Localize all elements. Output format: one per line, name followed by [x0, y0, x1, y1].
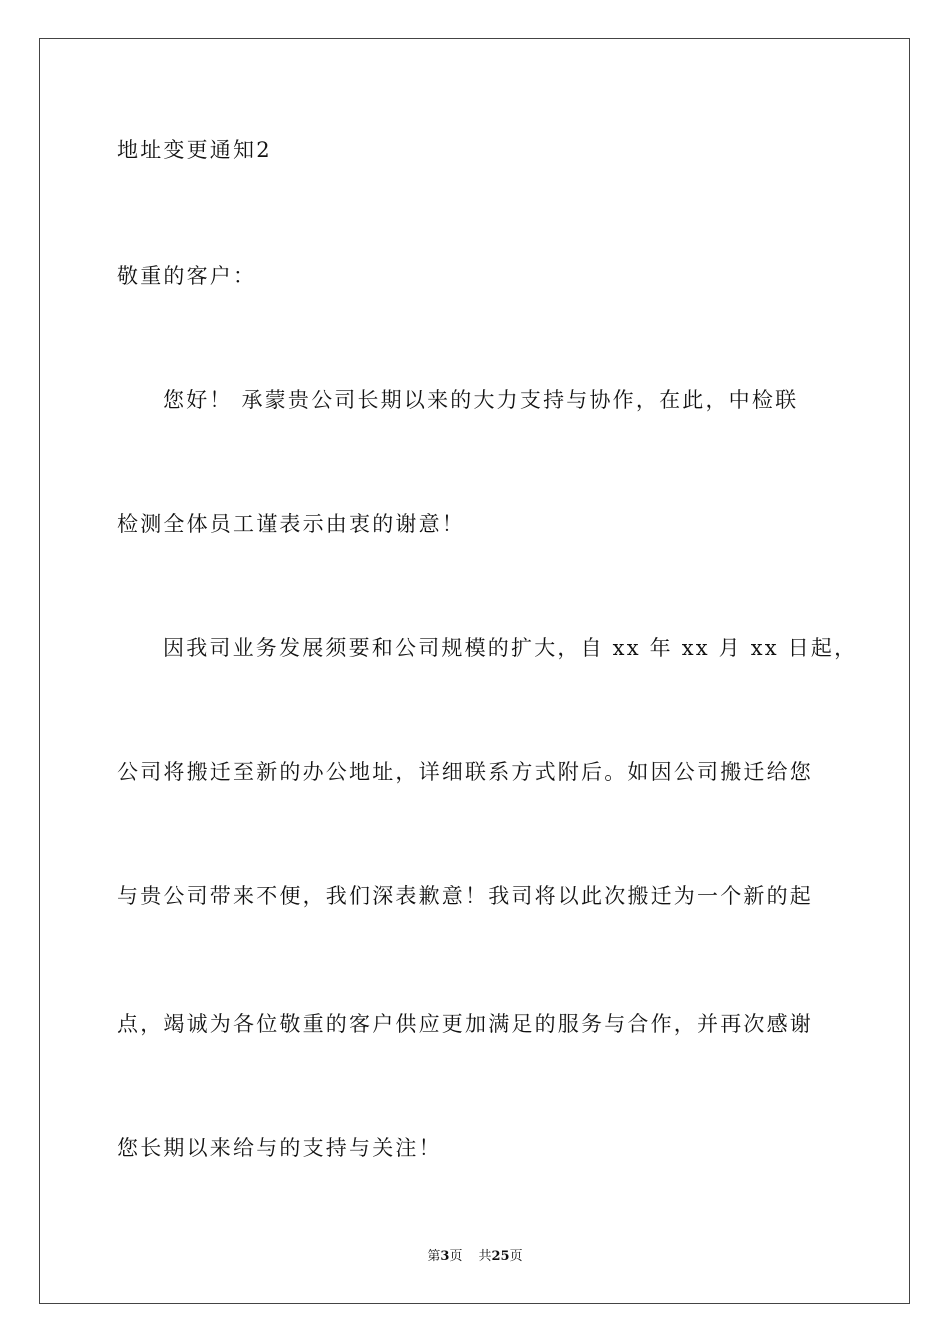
page-number: 3 — [440, 1249, 450, 1264]
paragraph-line: 因我司业务发展须要和公司规模的扩大，自 xx 年 xx 月 xx 日起， — [163, 636, 858, 660]
document-title: 地址变更通知2 — [117, 138, 272, 162]
page-suffix: 页 — [449, 1249, 463, 1264]
paragraph-line: 您长期以来给与的支持与关注！ — [117, 1136, 442, 1160]
paragraph-line: 您好！ 承蒙贵公司长期以来的大力支持与协作，在此，中检联 — [163, 388, 799, 412]
salutation: 敬重的客户： — [117, 264, 257, 288]
paragraph-line: 公司将搬迁至新的办公地址，详细联系方式附后。如因公司搬迁给您 — [117, 760, 813, 784]
paragraph-line: 与贵公司带来不便，我们深表歉意！我司将以此次搬迁为一个新的起 — [117, 884, 813, 908]
paragraph-line: 点，竭诚为各位敬重的客户供应更加满足的服务与合作，并再次感谢 — [117, 1012, 813, 1036]
page-prefix: 第 — [427, 1249, 441, 1264]
total-prefix: 共 — [478, 1249, 492, 1264]
total-suffix: 页 — [509, 1249, 523, 1264]
paragraph-line: 检测全体员工谨表示由衷的谢意！ — [117, 512, 465, 536]
page-border — [39, 38, 910, 1304]
total-pages: 25 — [491, 1249, 510, 1264]
page-footer — [0, 1248, 950, 1266]
